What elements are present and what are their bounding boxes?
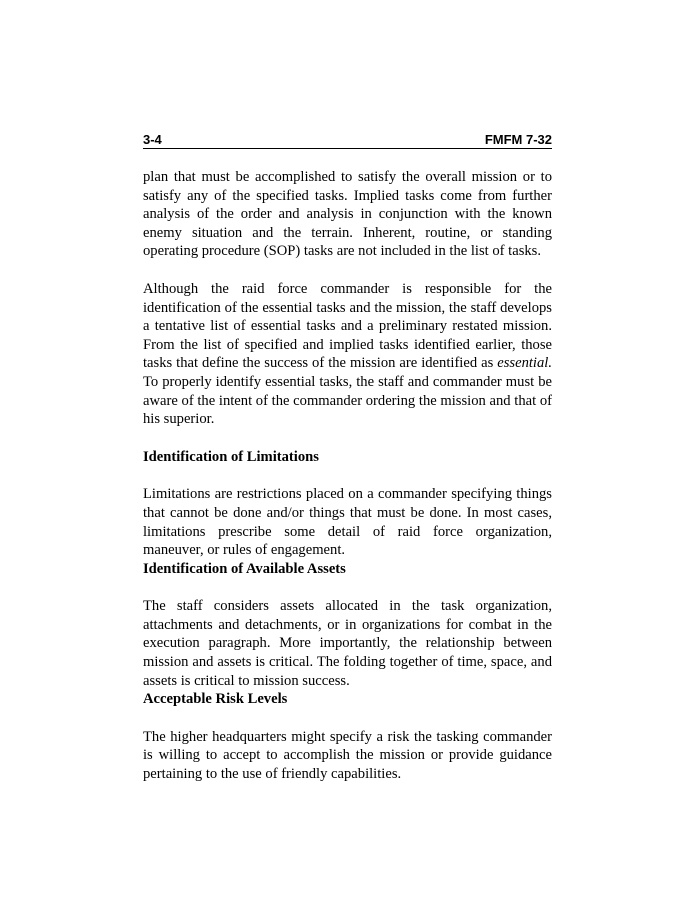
heading-limitations: Identification of Limitations [143,448,319,465]
document-page [143,132,552,784]
heading-acceptable-risk: Acceptable Risk Levels [143,691,288,708]
emphasis-essential: essential. [497,355,552,372]
paragraph-limitations: Limitations are restrictions placed on a commander specifying things that cannot be done and/or things that must be done. In most cases, limitations prescribe some detail of raid force organization, maneuver, or rules of engagement. [143,486,552,559]
paragraph-essential-tasks-text-2: To properly identify essential tasks, the staff and commander must be aware of the intent of the commander ordering the mission and that of his superior. [143,373,552,428]
document-id: FMFM 7-32 [484,132,552,147]
paragraph-essential-tasks [143,280,552,429]
paragraph-implied-tasks: plan that must be accomplished to satisfy the overall mission or to satisfy any of the specified tasks. Implied tasks come from further analysis of the order and analysis in conjunction with the known enemy situation and the terrain. Inherent, routine, or standing operating procedure (SOP) tasks are not included in the list of tasks. [143,169,552,260]
page-number: 3-4 [143,132,162,147]
paragraph-essential-tasks-text-1: Although the raid force commander is responsible for the identification of the essential tasks and the mission, the staff develops a tentative list of essential tasks and a preliminary restated mission. From the list of specified and implied tasks identified earlier, those tasks that define the success of the mission are identified as [143,280,552,372]
paragraph-available-assets: The staff considers assets allocated in the task organization, attachments and detachments, or in organizations for combat in the execution paragraph. More importantly, the relationship between mission and assets is critical. The folding together of time, space, and assets is critical to mission success. [143,598,552,689]
heading-available-assets: Identification of Available Assets [143,560,346,577]
page-header [143,132,552,149]
paragraph-acceptable-risk: The higher headquarters might specify a risk the tasking commander is willing to accept to accomplish the mission or provide guidance pertaining to the use of friendly capabilities. [143,728,552,783]
